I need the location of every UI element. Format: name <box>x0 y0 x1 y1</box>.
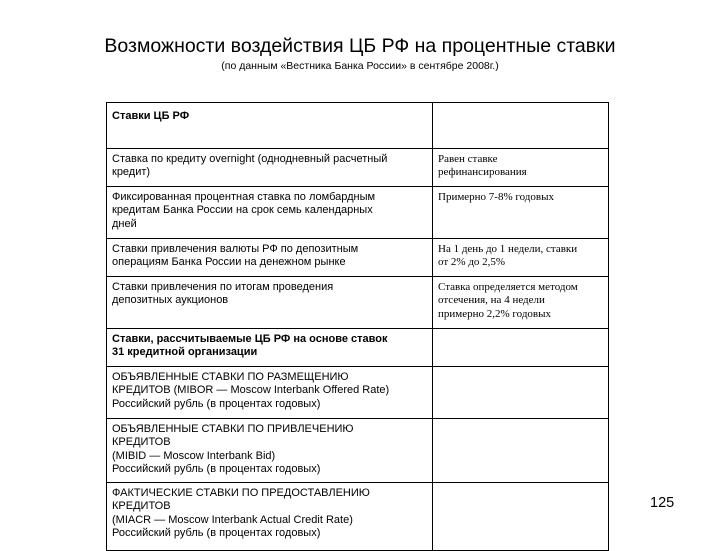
rate-value-cell: На 1 день до 1 недели, ставки от 2% до 2,5% <box>433 239 609 277</box>
empty-cell <box>433 329 609 367</box>
page-title: Возможности воздействия ЦБ РФ на процентные ставки <box>104 35 616 57</box>
empty-cell <box>433 367 609 419</box>
rate-value-cell: Равен ставке рефинансирования <box>433 149 609 187</box>
table-row <box>107 483 609 551</box>
rate-name-cell: Ставки привлечения по итогам проведения депозитных аукционов <box>107 277 433 329</box>
page-number: 125 <box>650 495 675 511</box>
empty-cell <box>433 419 609 483</box>
empty-cell <box>433 103 609 149</box>
empty-cell <box>433 483 609 551</box>
rate-name-cell: Фиксированная процентная ставка по ломбардным кредитам Банка России на срок семь календарных дней <box>107 187 433 239</box>
rate-value-cell: Примерно 7-8% годовых <box>433 187 609 239</box>
rate-name-cell: Ставки привлечения валюты РФ по депозитным операциям Банка России на денежном рынке <box>107 239 433 277</box>
table-row <box>107 419 609 483</box>
section-header-cbr-rates: Ставки ЦБ РФ <box>107 103 433 149</box>
rate-name-cell: ОБЪЯВЛЕННЫЕ СТАВКИ ПО РАЗМЕЩЕНИЮ КРЕДИТОВ (MIBOR — Moscow Interbank Offered Rate) Российский рубль (в процентах годовых) <box>107 367 433 419</box>
table-row <box>107 329 609 367</box>
table-row <box>107 149 609 187</box>
page-subtitle: (по данным «Вестника Банка России» в сентябре 2008г.) <box>221 60 499 72</box>
rates-table <box>106 102 609 551</box>
rate-value-cell: Ставка определяется методом отсечения, на 4 недели примерно 2,2% годовых <box>433 277 609 329</box>
table-row <box>107 103 609 149</box>
table-row <box>107 187 609 239</box>
rate-name-cell: ФАКТИЧЕСКИЕ СТАВКИ ПО ПРЕДОСТАВЛЕНИЮ КРЕДИТОВ (MIACR — Moscow Interbank Actual Credit Rate) Российский рубль (в процентах годовых) <box>107 483 433 551</box>
rate-name-cell: ОБЪЯВЛЕННЫЕ СТАВКИ ПО ПРИВЛЕЧЕНИЮ КРЕДИТОВ (MIBID — Moscow Interbank Bid) Российский рубль (в процентах годовых) <box>107 419 433 483</box>
rate-name-cell: Ставка по кредиту overnight (однодневный расчетный кредит) <box>107 149 433 187</box>
table-row <box>107 367 609 419</box>
table-row <box>107 277 609 329</box>
section-header-calculated-rates: Ставки, рассчитываемые ЦБ РФ на основе ставок 31 кредитной организации <box>107 329 433 367</box>
table-row <box>107 239 609 277</box>
